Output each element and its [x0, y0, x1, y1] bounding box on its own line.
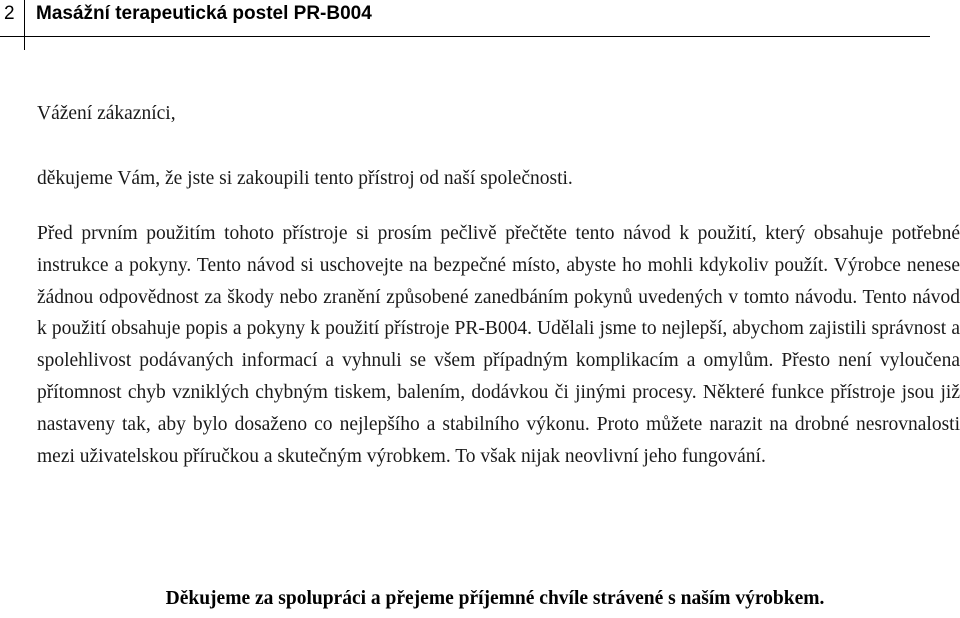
document-title: Masážní terapeutická postel PR-B004 [36, 3, 372, 24]
closing-line: Děkujeme za spolupráci a přejeme příjemné chvíle strávené s naším výrobkem. [165, 588, 825, 609]
main-paragraph: Před prvním použitím tohoto přístroje si prosím pečlivě přečtěte tento návod k použití, který obsahuje potřebné instrukce a pokyny. Tento návod si uschovejte na bezpečné místo, abyste ho mohli kdykoliv použít. Výrobce nenese žádnou odpovědnost za škody nebo zranění způsobené zanedbáním pokynů uvedených v tomto návodu. Tento návod k použití obsahuje popis a pokyny k použití přístroje PR-B004. Udělali jsme to nejlepší, abychom zajistili správnost a spolehlivost podávaných informací a vyhnuli se všem případným komplikacím a omylům. Přesto není vyloučena přítomnost chyb vzniklých chybným tiskem, balením, dodávkou či jinými procesy. Některé funkce přístroje jsou již nastaveny tak, aby bylo dosaženo co nejlepšího a stabilního výkonu. Proto můžete narazit na drobné nesrovnalosti mezi uživatelskou příručkou a skutečným výrobkem. To však nijak neovlivní jeho fungování. [37, 223, 960, 467]
header-horizontal-divider [0, 36, 930, 37]
page-header [0, 0, 930, 38]
page-number: 2 [4, 3, 15, 24]
header-vertical-divider [24, 0, 25, 50]
salutation: Vážení zákazníci, [37, 103, 176, 124]
thanks-line: děkujeme Vám, že jste si zakoupili tento přístroj od naší společnosti. [37, 168, 573, 189]
